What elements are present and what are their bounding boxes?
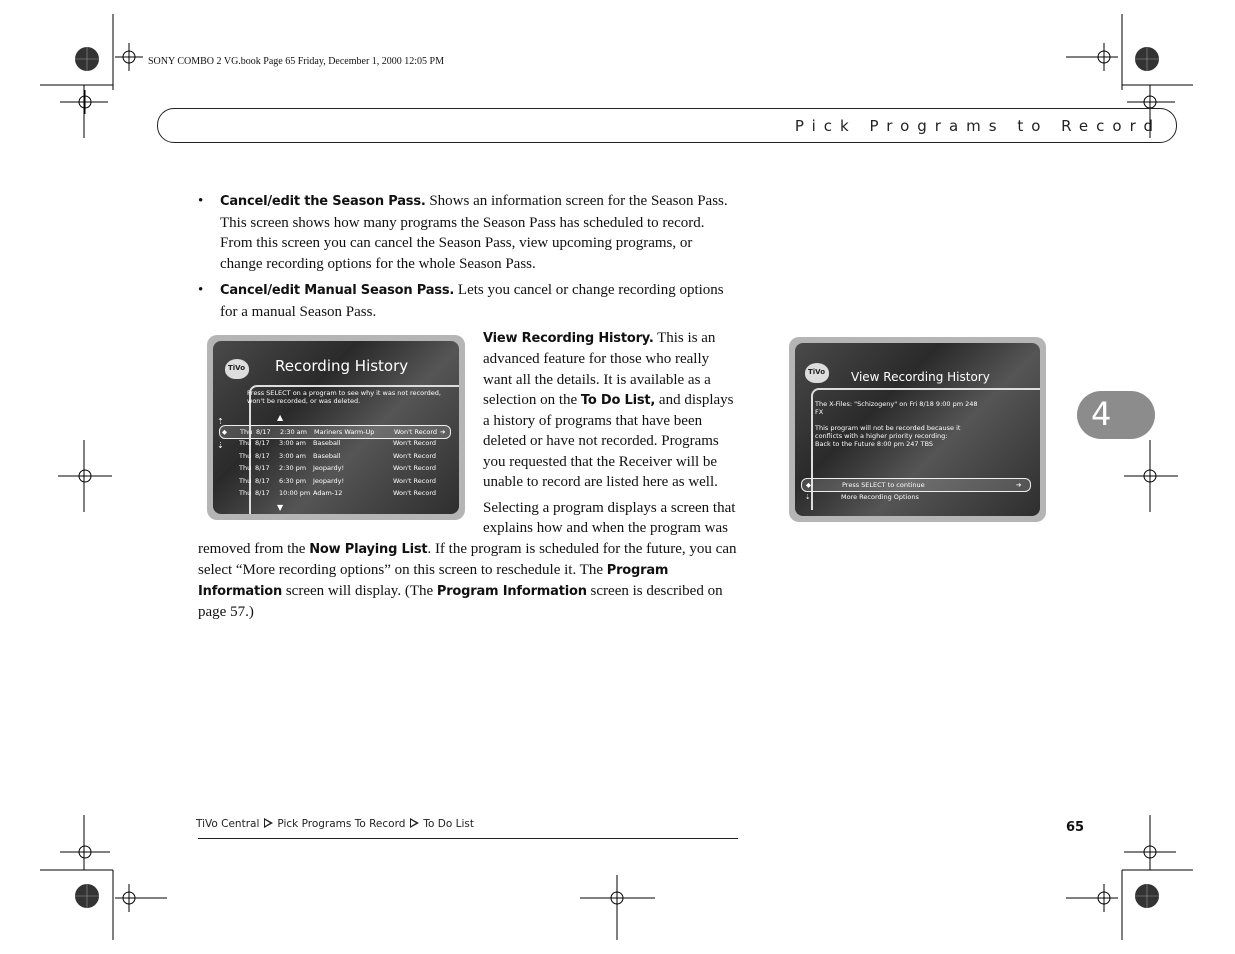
option-press-select[interactable]: ◆ Press SELECT to continue ➔ (801, 478, 1031, 492)
row-show: Jeopardy! (313, 476, 345, 485)
row-status: Won't Record (393, 451, 437, 460)
row-show: Jeopardy! (313, 464, 345, 473)
breadcrumb-arrow-icon (264, 818, 273, 828)
paragraph-text: Selecting a program displays a screen that explains how and when the program was removed from the (198, 500, 736, 557)
bullet-dot: • (198, 193, 204, 209)
row-date: 8/17 (255, 464, 270, 473)
bullet-dot: • (198, 282, 204, 298)
row-day: Thu (239, 451, 252, 460)
screen-message: Press SELECT on a program to see why it was not recorded, won't be recorded, or was deleted. (247, 389, 441, 405)
paragraph-text: This is an advanced feature for those who really want all the details. It is available as a selection on the (483, 330, 716, 408)
breadcrumb-to-do-list: To Do List (423, 818, 474, 830)
row-day: Thu (239, 476, 252, 485)
row-time: 3:00 am (279, 439, 306, 448)
scroll-down-icon: ▼ (277, 503, 284, 512)
screen-title: Recording History (275, 357, 409, 375)
page-down-icon: ⇣ (217, 441, 224, 450)
row-status: Won't Record (393, 476, 437, 485)
paragraph-text: and displays a history of programs that have been deleted or have not recorded. Programs you requested that the Receiver will be unable to record are listed here as well. (483, 391, 734, 491)
book-info-line: SONY COMBO 2 VG.book Page 65 Friday, December 1, 2000 12:05 PM (148, 56, 445, 67)
paragraph-text: screen will display. (The (282, 583, 437, 600)
row-date: 8/17 (255, 451, 270, 460)
view-recording-history-screenshot (789, 337, 1046, 522)
select-right-icon: ➔ (440, 428, 446, 436)
row-time: 10:00 pm (279, 489, 311, 497)
history-row[interactable] (219, 450, 449, 462)
row-show: Adam-12 (313, 489, 343, 497)
row-time: 3:00 am (279, 451, 306, 460)
reason-line: Back to the Future 8:00 pm 247 TBS (815, 440, 934, 448)
recording-history-screenshot (207, 335, 465, 520)
row-day: Thu (240, 428, 253, 436)
bullet-season-pass (198, 191, 738, 274)
screen-title: View Recording History (851, 370, 990, 384)
reason-line: conflicts with a higher priority recording: (815, 432, 948, 440)
tivo-logo-icon: TiVo (805, 363, 829, 383)
term-program-information: Program Information (198, 562, 669, 600)
bullet-manual-season-pass (198, 280, 738, 322)
row-day: Thu (239, 464, 252, 473)
row-status: Won't Record (393, 464, 437, 473)
select-left-icon: ◆ (222, 428, 227, 436)
chapter-header-bar (157, 108, 1177, 143)
reason-line: This program will not be recorded because it (815, 424, 961, 432)
paragraph-text: . If the program is scheduled for the future, you can select “More recording options” on this screen to reschedule it. The (198, 540, 737, 578)
selecting-paragraph (198, 498, 738, 623)
row-date: 8/17 (256, 428, 271, 436)
row-status: Won't Record (393, 439, 437, 448)
row-time: 6:30 pm (279, 476, 307, 485)
row-show: Baseball (313, 439, 341, 448)
breadcrumb (196, 818, 474, 830)
history-list (213, 425, 453, 505)
row-day: Thu (239, 489, 252, 497)
term-cancel-edit-manual-season-pass: Cancel/edit Manual Season Pass. (220, 283, 455, 298)
row-show: Mariners Warm-Up (314, 428, 375, 436)
history-row[interactable] (219, 475, 449, 487)
term-now-playing-list: Now Playing List (309, 541, 428, 557)
page-up-icon: ⇡ (217, 417, 224, 426)
option-more-recording-options[interactable]: ⇣ More Recording Options (805, 493, 919, 501)
row-status: Won't Record (394, 428, 438, 436)
page-number: 65 (1066, 820, 1085, 835)
tivo-logo-icon: TiVo (225, 359, 249, 379)
scroll-up-icon: ▲ (277, 413, 284, 422)
program-line (815, 400, 1040, 448)
breadcrumb-arrow-icon (410, 818, 419, 828)
chapter-tab (1077, 391, 1155, 439)
term-cancel-edit-season-pass: Cancel/edit the Season Pass. (220, 194, 426, 209)
term-to-do-list: To Do List, (580, 392, 656, 408)
history-row[interactable] (219, 437, 449, 449)
row-time: 2:30 am (280, 428, 307, 436)
bullet-text: Shows an information screen for the Season Pass. This screen shows how many programs the Season Pass has scheduled to record. From this screen you can cancel the Season Pass, view upcoming programs, or change recording options for the whole Season Pass. (220, 193, 728, 272)
row-status: Won't Record (393, 489, 437, 497)
program-title-line: The X-Files: "Schizogeny" on Fri 8/18 9:00 pm 248 (815, 400, 978, 408)
program-channel-line: FX (815, 408, 824, 416)
history-row[interactable] (219, 462, 449, 474)
row-date: 8/17 (255, 439, 270, 448)
breadcrumb-pick-programs: Pick Programs To Record (277, 818, 406, 830)
chapter-title: Pick Programs to Record (794, 117, 1161, 135)
row-date: 8/17 (255, 489, 270, 497)
paragraph-text: screen is described on page 57.) (198, 583, 723, 621)
row-date: 8/17 (255, 476, 270, 485)
term-program-information: Program Information (436, 584, 587, 600)
breadcrumb-tivo-central: TiVo Central (196, 818, 260, 830)
view-history-paragraph (483, 328, 738, 492)
bullet-text: Lets you cancel or change recording options for a manual Season Pass. (220, 282, 724, 320)
chapter-number: 4 (1091, 395, 1112, 433)
row-day: Thu (239, 439, 252, 448)
term-view-recording-history: View Recording History. (483, 331, 654, 346)
footer-rule (198, 838, 738, 839)
row-time: 2:30 pm (279, 464, 307, 473)
row-show: Baseball (313, 451, 341, 460)
